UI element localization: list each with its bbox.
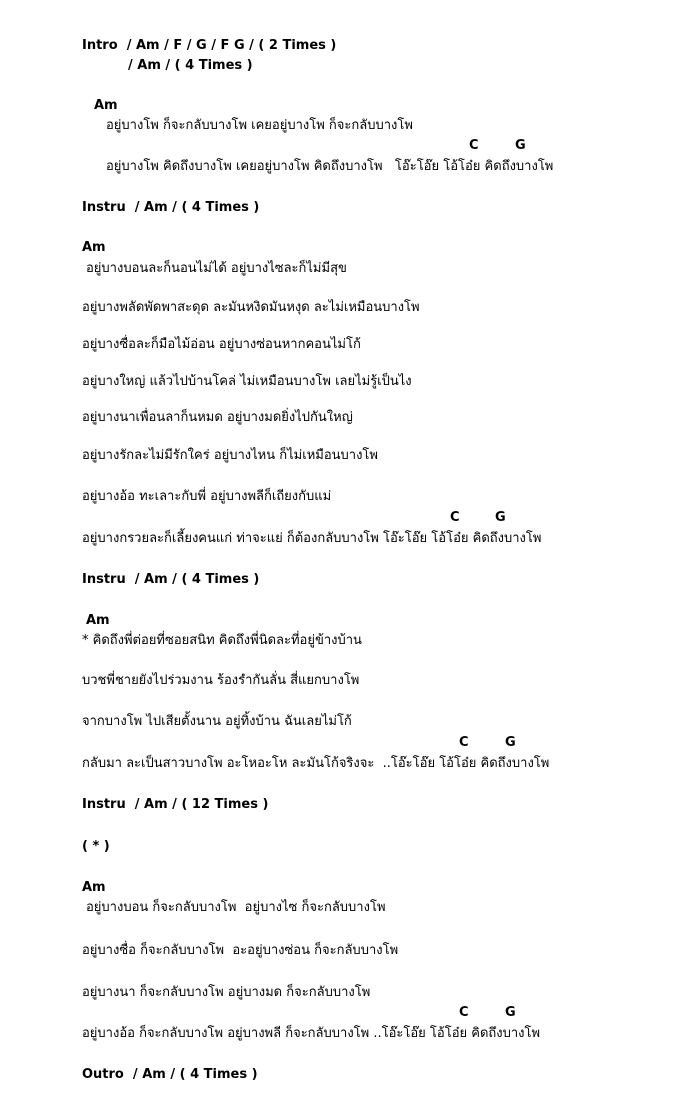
verse3-lyric-3: อยู่บางนา ก็จะกลับบางโพ อยู่บางมด ก็จะกลับบางโพ bbox=[82, 985, 371, 1000]
verse2-lyric-6: อยู่บางรักละไม่มีรักใคร่ อยู่บางไหน ก็ไม่เหมือนบางโพ bbox=[82, 448, 378, 463]
verse3-chord-g: G bbox=[505, 1005, 516, 1020]
chorus-chord-g: G bbox=[505, 735, 516, 750]
chorus-lyric-3: จากบางโพ ไปเสียตั้งนาน อยู่ทิ้งบ้าน ฉันเลยไม่โก้ bbox=[82, 714, 352, 729]
verse2-chord-g: G bbox=[495, 510, 506, 525]
outro-line: Outro / Am / ( 4 Times ) bbox=[82, 1067, 258, 1082]
verse1-lyric-1: อยู่บางโพ ก็จะกลับบางโพ เคยอยู่บางโพ ก็จะกลับบางโพ bbox=[106, 118, 413, 133]
chorus-chord-c: C bbox=[459, 735, 469, 750]
instru-line-1: Instru / Am / ( 4 Times ) bbox=[82, 200, 260, 215]
verse1-lyric-2: อยู่บางโพ คิดถึงบางโพ เคยอยู่บางโพ คิดถึงบางโพ โอ๊ะโอ๊ย โอ้โอ๋ย คิดถึงบางโพ bbox=[106, 159, 554, 174]
chorus-lyric-4: กลับมา ละเป็นสาวบางโพ อะโหอะโห ละมันโก้จริงจะ ..โอ๊ะโอ๊ย โอ้โอ๋ย คิดถึงบางโพ bbox=[82, 756, 550, 771]
verse3-chord-c: C bbox=[459, 1005, 469, 1020]
verse1-chord-c: C bbox=[469, 138, 479, 153]
repeat-marker: ( * ) bbox=[82, 839, 110, 854]
verse1-chord-am: Am bbox=[94, 98, 118, 113]
chorus-chord-am: Am bbox=[86, 613, 110, 628]
verse2-lyric-5: อยู่บางนาเพื่อนลาก็นหมด อยู่บางมดยิ่งไปกันใหญ่ bbox=[82, 410, 353, 425]
instru-line-2: Instru / Am / ( 4 Times ) bbox=[82, 572, 260, 587]
verse3-lyric-4: อยู่บางอ้อ ก็จะกลับบางโพ อยู่บางพลี ก็จะกลับบางโพ ..โอ๊ะโอ๊ย โอ้โอ๋ย คิดถึงบางโพ bbox=[82, 1026, 541, 1041]
verse2-chord-am: Am bbox=[82, 240, 106, 255]
verse2-lyric-8: อยู่บางกรวยละก็เลี้ยงคนแก่ ท่าจะแย่ ก็ต้องกลับบางโพ โอ๊ะโอ๊ย โอ้โอ๋ย คิดถึงบางโพ bbox=[82, 531, 542, 546]
chorus-lyric-1: * คิดถึงพี่ต่อยที่ซอยสนิท คิดถึงพี่นิดละที่อยู่ข้างบ้าน bbox=[82, 633, 362, 648]
chorus-lyric-2: บวชพี่ชายยังไปร่วมงาน ร้องรำกันลั่น สี่แยกบางโพ bbox=[82, 673, 360, 688]
verse3-lyric-2: อยู่บางซื่อ ก็จะกลับบางโพ อะอยู่บางซ่อน ก็จะกลับบางโพ bbox=[82, 943, 399, 958]
verse2-lyric-2: อยู่บางพลัดพัดพาสะดุด ละมันหงิดมันหงุด ละไม่เหมือนบางโพ bbox=[82, 300, 420, 315]
intro-line-1: Intro / Am / F / G / F G / ( 2 Times ) bbox=[82, 38, 337, 53]
instru-line-3: Instru / Am / ( 12 Times ) bbox=[82, 797, 269, 812]
verse2-lyric-4: อยู่บางใหญ่ แล้วไปบ้านโคล่ ไม่เหมือนบางโพ เลยไม่รู้เป็นไง bbox=[82, 374, 412, 389]
verse2-chord-c: C bbox=[450, 510, 460, 525]
verse2-lyric-1: อยู่บางบอนละก็นอนไม่ได้ อยู่บางไซละก็ไม่มีสุข bbox=[86, 261, 347, 276]
verse3-lyric-1: อยู่บางบอน ก็จะกลับบางโพ อยู่บางไซ ก็จะกลับบางโพ bbox=[86, 900, 386, 915]
intro-line-2: / Am / ( 4 Times ) bbox=[128, 58, 253, 73]
verse3-chord-am: Am bbox=[82, 880, 106, 895]
verse2-lyric-7: อยู่บางอ้อ ทะเลาะกับพี่ อยู่บางพลีก็เถียงกับแม่ bbox=[82, 489, 332, 504]
verse2-lyric-3: อยู่บางซื่อละก็มือไม้อ่อน อยู่บางซ่อนหากคอนไม่โก้ bbox=[82, 337, 361, 352]
verse1-chord-g: G bbox=[515, 138, 526, 153]
